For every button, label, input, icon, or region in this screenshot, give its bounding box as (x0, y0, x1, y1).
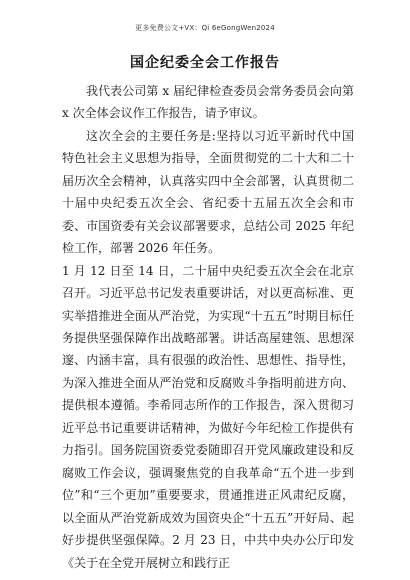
paragraph-meeting: 1 月 12 日至 14 日，二十届中央纪委五次全会在北京召开。习近平总书记发表重要讲话，对以更高标准、更实举措推进全面从严治党，为实现“十五五”时期目标任务提供坚强保障作出战略部署。讲话高屋建瓴、思想深邃、内涵丰富，具有很强的政治性、思想性、指导性，为深入推进全面从严治党和反腐败斗争指明前进方向、提供根本遵循。李希同志所作的工作报告，深入贯彻习近平总书记重要讲话精神，为做好今年纪检工作提供有力指引。国务院国资委党委随即召开党风廉政建设和反腐败工作会议，强调聚焦党的自我革命“五个进一步到位”和“三个更加”重要要求，贯通推进正风肃纪反腐，以全面从严治党新成效为国资央企“十五五”开好局、起好步提供坚强保障。2 月 23 日，中共中央办公厅印发《关于在全党开展树立和践行正 (62, 263, 354, 570)
paragraph-tasks: 这次全会的主要任务是:坚持以习近平新时代中国特色社会主义思想为指导，全面贯彻党的二十大和二十届历次全会精神，认真落实四中全会部署，认真贯彻二十届中央纪委五次全会、省纪委十五届五次全会和市委、市国资委有关会议部署要求，总结公司 2025 年纪检工作，部署 2026 年任务。 (62, 128, 354, 256)
header-note: 更多免费公文+VX：Qi 6eGongWen2024 (135, 24, 275, 32)
paragraph-intro: 我代表公司第 x 届纪律检查委员会常务委员会向第 x 次全体会议作工作报告，请予审议。 (62, 84, 354, 121)
document-body (62, 80, 354, 574)
page-title: 国企纪委全会工作报告 (130, 55, 280, 71)
